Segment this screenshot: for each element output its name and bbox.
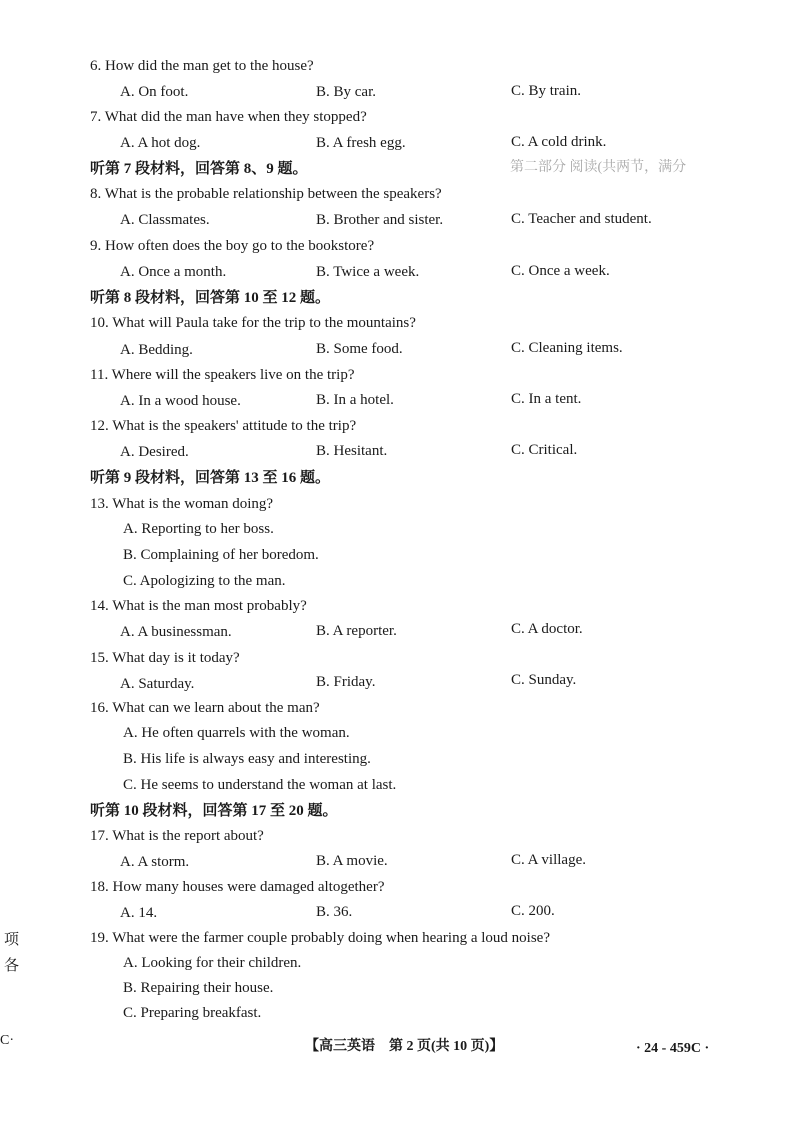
q6-option-c: C. By train. — [511, 83, 581, 99]
q14-option-c: C. A doctor. — [511, 621, 583, 637]
q18-option-c: C. 200. — [511, 903, 555, 919]
question-15: 15. What day is it today? — [90, 650, 240, 666]
question-16: 16. What can we learn about the man? — [90, 700, 320, 716]
question-19: 19. What were the farmer couple probably doing when hearing a loud noise? — [90, 930, 550, 946]
q19-option-c: C. Preparing breakfast. — [123, 1005, 262, 1021]
q17-option-c: C. A village. — [511, 852, 586, 868]
q10-option-a: A. Bedding. — [120, 342, 193, 358]
q13-option-b: B. Complaining of her boredom. — [123, 547, 319, 563]
section-heading-9: 听第 9 段材料，回答第 13 至 16 题。 — [90, 470, 331, 486]
q6-option-b: B. By car. — [316, 84, 376, 100]
q19-option-a: A. Looking for their children. — [123, 955, 302, 971]
q16-option-c: C. He seems to understand the woman at last. — [123, 777, 397, 793]
q10-option-b: B. Some food. — [316, 341, 403, 357]
q7-option-c: C. A cold drink. — [511, 134, 607, 150]
q15-option-a: A. Saturday. — [120, 676, 195, 692]
question-11: 11. Where will the speakers live on the trip? — [90, 367, 355, 383]
q8-option-b: B. Brother and sister. — [316, 212, 444, 228]
q12-option-c: C. Critical. — [511, 442, 578, 458]
q9-option-b: B. Twice a week. — [316, 264, 420, 280]
question-13: 13. What is the woman doing? — [90, 496, 274, 512]
question-10: 10. What will Paula take for the trip to the mountains? — [90, 315, 416, 331]
question-18: 18. How many houses were damaged altogether? — [90, 879, 385, 895]
q19-option-b: B. Repairing their house. — [123, 980, 274, 996]
q15-option-c: C. Sunday. — [511, 672, 577, 688]
q11-option-a: A. In a wood house. — [120, 393, 241, 409]
q13-option-c: C. Apologizing to the man. — [123, 573, 286, 589]
q12-option-b: B. Hesitant. — [316, 443, 388, 459]
bleed-through-text: 第二部分 阅读(共两节，满分 — [510, 160, 687, 175]
section-heading-8: 听第 8 段材料，回答第 10 至 12 题。 — [90, 290, 331, 306]
q9-option-c: C. Once a week. — [511, 263, 610, 279]
q18-option-a: A. 14. — [120, 905, 158, 921]
q13-option-a: A. Reporting to her boss. — [123, 521, 274, 537]
q16-option-a: A. He often quarrels with the woman. — [123, 725, 350, 741]
q9-option-a: A. Once a month. — [120, 264, 227, 280]
question-9: 9. How often does the boy go to the bookstore? — [90, 238, 375, 254]
q12-option-a: A. Desired. — [120, 444, 189, 460]
question-8: 8. What is the probable relationship between the speakers? — [90, 186, 442, 202]
paper-code: · 24 - 459C · — [636, 1041, 710, 1056]
margin-char-1: 项 — [4, 932, 20, 948]
q6-option-a: A. On foot. — [120, 84, 189, 100]
q8-option-a: A. Classmates. — [120, 212, 210, 228]
section-heading-7: 听第 7 段材料，回答第 8、9 题。 — [90, 161, 308, 177]
q18-option-b: B. 36. — [316, 904, 353, 920]
question-12: 12. What is the speakers' attitude to the trip? — [90, 418, 357, 434]
q7-option-b: B. A fresh egg. — [316, 135, 406, 151]
question-14: 14. What is the man most probably? — [90, 598, 307, 614]
q7-option-a: A. A hot dog. — [120, 135, 201, 151]
page-footer: 【高三英语 第 2 页(共 10 页)】 — [305, 1039, 504, 1054]
margin-char-2: 各 — [4, 958, 20, 974]
margin-char-3: C· — [0, 1033, 14, 1048]
question-6: 6. How did the man get to the house? — [90, 58, 314, 74]
question-17: 17. What is the report about? — [90, 828, 264, 844]
question-7: 7. What did the man have when they stopped? — [90, 109, 367, 125]
q14-option-a: A. A businessman. — [120, 624, 232, 640]
q10-option-c: C. Cleaning items. — [511, 340, 623, 356]
q14-option-b: B. A reporter. — [316, 623, 397, 639]
q11-option-c: C. In a tent. — [511, 391, 582, 407]
q11-option-b: B. In a hotel. — [316, 392, 394, 408]
section-heading-10: 听第 10 段材料，回答第 17 至 20 题。 — [90, 803, 338, 819]
q8-option-c: C. Teacher and student. — [511, 211, 652, 227]
q17-option-a: A. A storm. — [120, 854, 190, 870]
q17-option-b: B. A movie. — [316, 853, 388, 869]
q15-option-b: B. Friday. — [316, 674, 376, 690]
q16-option-b: B. His life is always easy and interesting. — [123, 751, 371, 767]
